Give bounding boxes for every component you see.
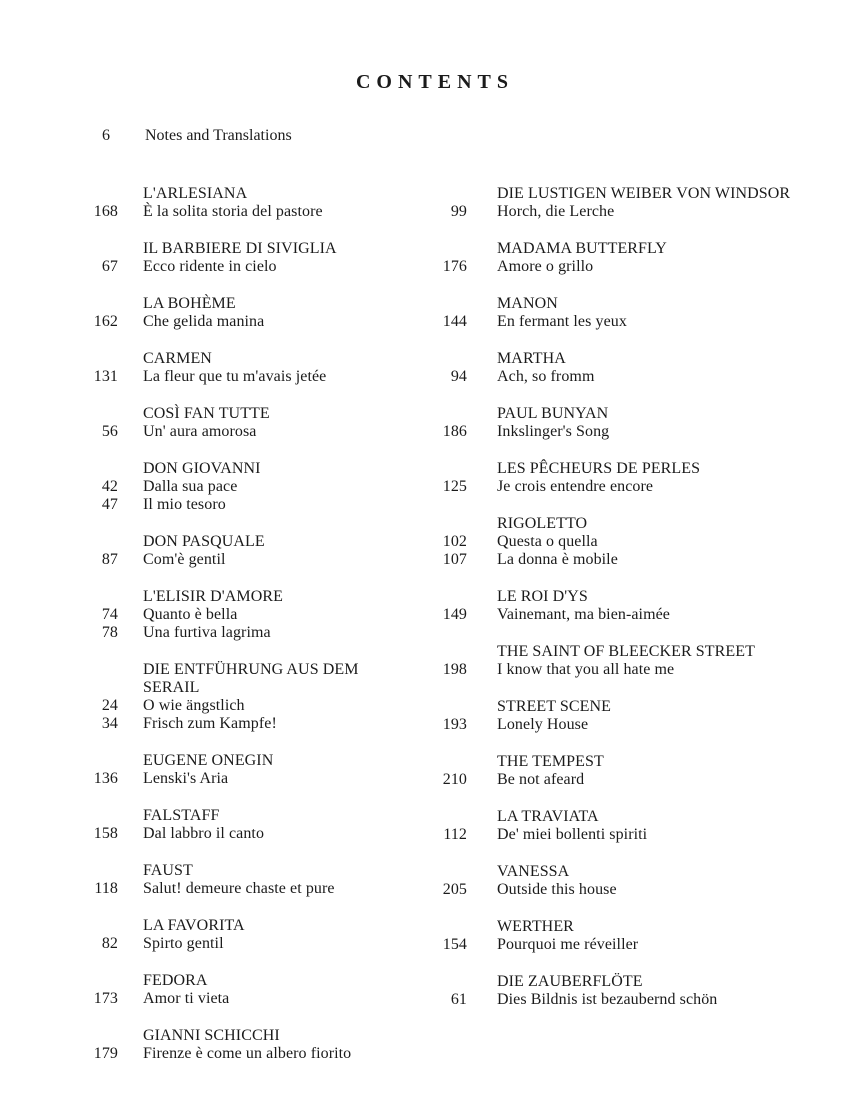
aria-page-number: 87 [101, 551, 118, 568]
aria-row [60, 697, 409, 715]
opera-title: LES PÊCHEURS DE PERLES [497, 460, 701, 477]
aria-row [409, 203, 864, 221]
opera-title: FAUST [143, 862, 193, 879]
opera-title: L'ARLESIANA [143, 185, 248, 202]
opera-title: FALSTAFF [143, 807, 220, 824]
aria-title: I know that you all hate me [497, 661, 675, 678]
opera-group [409, 405, 864, 441]
aria-row [409, 368, 864, 386]
opera-title: DIE ZAUBERFLÖTE [497, 973, 643, 990]
aria-title: Je crois entendre encore [497, 478, 654, 495]
aria-page-number: 67 [101, 258, 118, 275]
opera-group [60, 460, 409, 514]
opera-title: DIE LUSTIGEN WEIBER VON WINDSOR [497, 185, 791, 202]
opera-group [409, 918, 864, 954]
opera-group [409, 185, 864, 221]
aria-page-number: 56 [101, 423, 118, 440]
aria-page-number: 82 [101, 935, 118, 952]
opera-group [409, 643, 864, 679]
aria-title: Che gelida manina [143, 313, 265, 330]
aria-page-number: 94 [450, 368, 467, 385]
aria-title: Lonely House [497, 716, 589, 733]
aria-page-number: 99 [450, 203, 467, 220]
opera-title: DON PASQUALE [143, 533, 265, 550]
aria-page-number: 186 [442, 423, 467, 440]
opera-title: RIGOLETTO [497, 515, 588, 532]
opera-title: LA FAVORITA [143, 917, 245, 934]
aria-row [60, 770, 409, 788]
aria-row [409, 313, 864, 331]
opera-title: MANON [497, 295, 558, 312]
aria-page-number: 193 [442, 716, 467, 733]
opera-title: WERTHER [497, 918, 574, 935]
front-matter-page-number: 6 [102, 127, 110, 144]
aria-row [409, 771, 864, 789]
opera-group [409, 295, 864, 331]
opera-title: COSÌ FAN TUTTE [143, 405, 270, 422]
aria-row [409, 826, 864, 844]
opera-group [60, 917, 409, 953]
contents-column-left [60, 185, 409, 1082]
opera-title: GIANNI SCHICCHI [143, 1027, 280, 1044]
opera-group [409, 515, 864, 569]
aria-row [60, 715, 409, 733]
aria-title: Frisch zum Kampfe! [143, 715, 277, 732]
aria-row [409, 258, 864, 276]
aria-row [60, 825, 409, 843]
opera-title: IL BARBIERE DI SIVIGLIA [143, 240, 337, 257]
aria-row [60, 478, 409, 496]
opera-title: STREET SCENE [497, 698, 612, 715]
aria-row [60, 258, 409, 276]
aria-page-number: 205 [442, 881, 467, 898]
aria-title: Pourquoi me réveiller [497, 936, 639, 953]
opera-group [409, 350, 864, 386]
aria-page-number: 47 [101, 496, 118, 513]
aria-page-number: 42 [101, 478, 118, 495]
aria-row [60, 935, 409, 953]
opera-title: EUGENE ONEGIN [143, 752, 274, 769]
aria-row [60, 551, 409, 569]
opera-title: L'ELISIR D'AMORE [143, 588, 283, 605]
aria-title: Inkslinger's Song [497, 423, 610, 440]
aria-page-number: 158 [93, 825, 118, 842]
aria-page-number: 176 [442, 258, 467, 275]
aria-row [60, 496, 409, 514]
opera-group [409, 753, 864, 789]
aria-page-number: 34 [101, 715, 118, 732]
opera-group [409, 698, 864, 734]
aria-page-number: 78 [101, 624, 118, 641]
opera-group [60, 807, 409, 843]
opera-group [60, 405, 409, 441]
aria-row [409, 881, 864, 899]
opera-title: THE SAINT OF BLEECKER STREET [497, 643, 755, 660]
aria-title: Lenski's Aria [143, 770, 229, 787]
front-matter-label: Notes and Translations [145, 127, 292, 144]
opera-group [409, 808, 864, 844]
aria-title: Vainemant, ma bien-aimée [497, 606, 670, 623]
aria-page-number: 24 [101, 697, 118, 714]
aria-title: Ach, so fromm [497, 368, 595, 385]
aria-row [409, 936, 864, 954]
opera-group [60, 661, 409, 733]
aria-page-number: 179 [93, 1045, 118, 1062]
opera-title: DON GIOVANNI [143, 460, 261, 477]
aria-title: Dal labbro il canto [143, 825, 265, 842]
opera-group [60, 533, 409, 569]
aria-title: Quanto è bella [143, 606, 238, 623]
aria-page-number: 210 [442, 771, 467, 788]
aria-row [409, 533, 864, 551]
aria-row [409, 551, 864, 569]
aria-title: Salut! demeure chaste et pure [143, 880, 335, 897]
aria-title: La fleur que tu m'avais jetée [143, 368, 327, 385]
opera-group [409, 460, 864, 496]
opera-title: PAUL BUNYAN [497, 405, 609, 422]
opera-group [60, 1027, 409, 1063]
opera-title: FEDORA [143, 972, 208, 989]
opera-group [60, 295, 409, 331]
aria-page-number: 74 [101, 606, 118, 623]
aria-row [60, 368, 409, 386]
opera-title: CARMEN [143, 350, 212, 367]
opera-group [409, 973, 864, 1009]
contents-column-right [409, 185, 864, 1082]
aria-title: Amor ti vieta [143, 990, 230, 1007]
contents-columns [0, 185, 864, 1082]
opera-group [409, 588, 864, 624]
aria-row [60, 423, 409, 441]
aria-title: En fermant les yeux [497, 313, 627, 330]
aria-page-number: 154 [442, 936, 467, 953]
aria-row [60, 203, 409, 221]
opera-group [60, 862, 409, 898]
aria-page-number: 149 [442, 606, 467, 623]
aria-title: Dalla sua pace [143, 478, 238, 495]
aria-title: Spirto gentil [143, 935, 224, 952]
aria-title: Una furtiva lagrima [143, 624, 271, 641]
aria-row [60, 1045, 409, 1063]
opera-title: LA TRAVIATA [497, 808, 599, 825]
aria-row [60, 990, 409, 1008]
opera-title: MADAMA BUTTERFLY [497, 240, 667, 257]
aria-row [409, 423, 864, 441]
page-title: CONTENTS [355, 71, 515, 93]
opera-group [60, 752, 409, 788]
aria-page-number: 61 [450, 991, 467, 1008]
aria-row [409, 991, 864, 1009]
aria-row [409, 661, 864, 679]
aria-title: Il mio tesoro [143, 496, 226, 513]
opera-title: MARTHA [497, 350, 566, 367]
aria-row [60, 624, 409, 642]
aria-page-number: 168 [93, 203, 118, 220]
aria-title: Be not afeard [497, 771, 585, 788]
aria-title: È la solita storia del pastore [143, 203, 323, 220]
opera-group [60, 185, 409, 221]
front-matter-row [60, 127, 864, 145]
aria-page-number: 144 [442, 313, 467, 330]
aria-title: Dies Bildnis ist bezaubernd schön [497, 991, 718, 1008]
aria-page-number: 118 [94, 880, 118, 897]
aria-title: Horch, die Lerche [497, 203, 615, 220]
aria-row [409, 606, 864, 624]
aria-title: La donna è mobile [497, 551, 618, 568]
aria-page-number: 102 [442, 533, 467, 550]
aria-title: Outside this house [497, 881, 617, 898]
aria-row [60, 606, 409, 624]
aria-title: Firenze è come un albero fiorito [143, 1045, 352, 1062]
aria-page-number: 162 [93, 313, 118, 330]
aria-row [409, 716, 864, 734]
aria-title: De' miei bollenti spiriti [497, 826, 648, 843]
aria-page-number: 136 [93, 770, 118, 787]
opera-title: LA BOHÈME [143, 295, 236, 312]
aria-page-number: 125 [442, 478, 467, 495]
opera-group [60, 350, 409, 386]
aria-row [60, 313, 409, 331]
aria-page-number: 107 [442, 551, 467, 568]
aria-title: Com'è gentil [143, 551, 226, 568]
aria-row [60, 880, 409, 898]
opera-title: LE ROI D'YS [497, 588, 588, 605]
opera-title: DIE ENTFÜHRUNG AUS DEM SERAIL [143, 661, 359, 696]
aria-title: Amore o grillo [497, 258, 594, 275]
opera-title: VANESSA [497, 863, 570, 880]
opera-group [60, 588, 409, 642]
opera-group [409, 240, 864, 276]
aria-row [409, 478, 864, 496]
aria-title: O wie ängstlich [143, 697, 245, 714]
aria-title: Ecco ridente in cielo [143, 258, 277, 275]
opera-group [60, 972, 409, 1008]
opera-group [60, 240, 409, 276]
aria-title: Un' aura amorosa [143, 423, 257, 440]
aria-page-number: 112 [443, 826, 467, 843]
opera-group [409, 863, 864, 899]
aria-page-number: 131 [93, 368, 118, 385]
opera-title: THE TEMPEST [497, 753, 604, 770]
aria-title: Questa o quella [497, 533, 598, 550]
aria-page-number: 198 [442, 661, 467, 678]
aria-page-number: 173 [93, 990, 118, 1007]
